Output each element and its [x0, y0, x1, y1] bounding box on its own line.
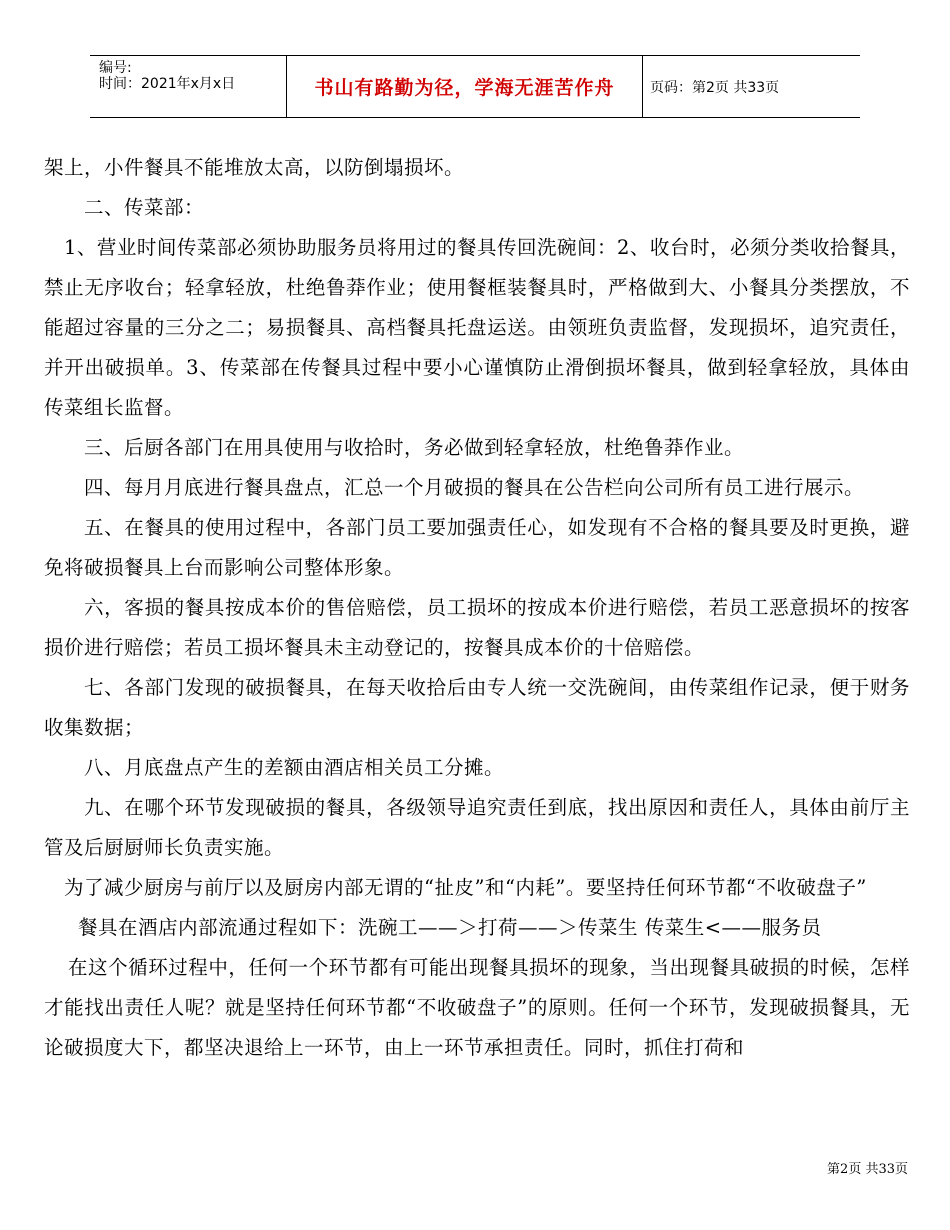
header-page-cell — [642, 56, 860, 117]
paragraph: 在这个循环过程中，任何一个环节都有可能出现餐具损坏的现象，当出现餐具破损的时候，怎样才能找出责任人呢？就是坚持任何环节都“不收破盘子”的原则。任何一个环节，发现破损餐具，无论破损度大下，都坚决退给上一环节，由上一环节承担责任。同时，抓住打荷和 — [44, 956, 910, 1059]
paragraph: 为了减少厨房与前厅以及厨房内部无谓的“扯皮”和“内耗”。要坚持任何环节都“不收破盘子” — [64, 876, 867, 899]
paragraph: 1、营业时间传菜部必须协助服务员将用过的餐具传回洗碗间：2、收台时，必须分类收拾餐具，禁止无序收台；轻拿轻放，杜绝鲁莽作业；使用餐框装餐具时，严格做到大、小餐具分类摆放，不能超过容量的三分之二；易损餐具、高档餐具托盘运送。由领班负责监督，发现损坏，追究责任，并开出破损单。3、传菜部在传餐具过程中要小心谨慎防止滑倒损坏餐具，做到轻拿轻放，具体由传菜组长监督。 — [44, 236, 910, 419]
header-motto-cell — [286, 56, 643, 117]
header-page-info: 页码：第2页 共33页 — [650, 79, 780, 96]
page-header — [90, 55, 860, 118]
header-motto: 书山有路勤为径，学海无涯苦作舟 — [314, 77, 615, 99]
header-left-cell — [90, 56, 286, 117]
page-footer: 第2页 共33页 — [827, 1162, 908, 1177]
paragraph: 三、后厨各部门在用具使用与收拾时，务必做到轻拿轻放，杜绝鲁莽作业。 — [84, 436, 745, 459]
document-time-label: 时间：2021年x月x日 — [99, 76, 236, 92]
paragraph: 九、在哪个环节发现破损的餐具，各级领导追究责任到底，找出原因和责任人，具体由前厅主管及后厨厨师长负责实施。 — [44, 796, 910, 859]
paragraph: 六，客损的餐具按成本价的售倍赔偿，员工损坏的按成本价进行赔偿，若员工恶意损坏的按客损价进行赔偿；若员工损坏餐具未主动登记的，按餐具成本价的十倍赔偿。 — [44, 596, 910, 659]
section-heading: 二、传菜部： — [84, 196, 205, 219]
paragraph: 八、月底盘点产生的差额由酒店相关员工分摊。 — [84, 756, 505, 779]
paragraph: 架上，小件餐具不能堆放太高，以防倒塌损坏。 — [44, 156, 465, 179]
document-number-label: 编号: — [99, 60, 132, 76]
paragraph: 四、每月月底进行餐具盘点，汇总一个月破损的餐具在公告栏向公司所有员工进行展示。 — [84, 476, 865, 499]
paragraph: 五、在餐具的使用过程中，各部门员工要加强责任心，如发现有不合格的餐具要及时更换，避免将破损餐具上台而影响公司整体形象。 — [44, 516, 910, 579]
paragraph: 七、各部门发现的破损餐具，在每天收拾后由专人统一交洗碗间，由传菜组作记录，便于财务收集数据； — [44, 676, 910, 739]
document-body — [44, 148, 910, 1068]
paragraph: 餐具在酒店内部流通过程如下：洗碗工——＞打荷——＞传菜生 传菜生<——服务员 — [78, 916, 822, 939]
